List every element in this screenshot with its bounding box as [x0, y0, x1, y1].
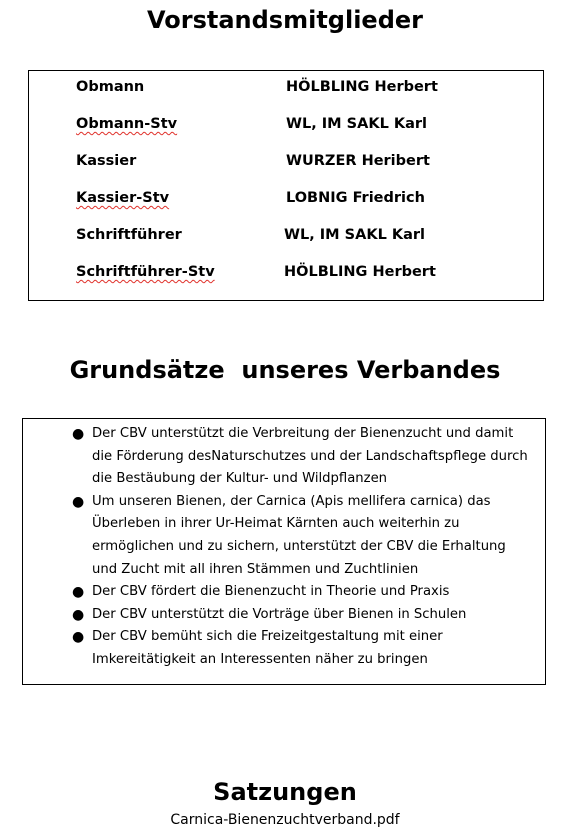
principles-heading: Grundsätze unseres Verbandes [69, 356, 501, 384]
bullet-icon: ● [72, 426, 85, 442]
board-row [29, 153, 543, 173]
board-role: Kassier-Stv [76, 190, 170, 206]
board-name: WL, IM SAKL Karl [284, 227, 425, 243]
principle-text: Der CBV unterstützt die Verbreitung der Bienenzucht und damit die Förderung desNaturschutzes und der Landschaftspflege durch die Bestäubung der Kultur- und Wildpflanzen [92, 426, 528, 487]
board-role: Schriftführer-Stv [76, 264, 215, 280]
board-name: HÖLBLING Herbert [286, 79, 438, 95]
principle-item [23, 423, 545, 491]
board-row [29, 227, 543, 247]
bullet-icon: ● [72, 606, 85, 623]
statutes-heading: Satzungen [213, 778, 357, 806]
board-members-table [28, 70, 544, 301]
principle-text: Der CBV fördert die Bienenzucht in Theorie und Praxis [92, 584, 450, 600]
principle-text: Der CBV bemüht sich die Freizeitgestaltung mit einer Imkereitätigkeit an Interessenten näher zu bringen [92, 629, 443, 667]
bullet-icon: ● [72, 493, 85, 510]
statutes-pdf-link[interactable]: Carnica-Bienenzuchtverband.pdf [170, 812, 400, 828]
board-name: LOBNIG Friedrich [286, 190, 425, 206]
board-row [29, 79, 543, 99]
bullet-icon: ● [72, 584, 85, 601]
principle-text: Der CBV unterstützt die Vorträge über Bienen in Schulen [92, 606, 467, 622]
principle-item [23, 491, 545, 581]
board-role: Kassier [76, 153, 137, 169]
board-row [29, 116, 543, 136]
board-role: Obmann [76, 79, 145, 95]
board-row [29, 190, 543, 210]
principle-item [23, 581, 545, 604]
board-role: Obmann-Stv [76, 116, 178, 132]
board-name: WURZER Heribert [286, 153, 430, 169]
bullet-icon: ● [72, 629, 85, 646]
board-role: Schriftführer [76, 227, 182, 243]
principles-box [22, 418, 546, 685]
board-name: HÖLBLING Herbert [284, 264, 436, 280]
principle-item [23, 626, 545, 671]
principle-text: Um unseren Bienen, der Carnica (Apis mellifera carnica) das Überleben in ihrer Ur-Heimat Kärnten auch weiterhin zu ermöglichen und zu sichern, unterstützt der CBV die Erhaltung und Zucht mit all ihren Stämmen und Zuchtlinien [92, 493, 506, 577]
principle-item [23, 604, 545, 627]
principles-list [23, 423, 545, 672]
board-heading: Vorstandsmitglieder [147, 6, 423, 34]
board-row [29, 264, 543, 284]
board-name: WL, IM SAKL Karl [286, 116, 427, 132]
